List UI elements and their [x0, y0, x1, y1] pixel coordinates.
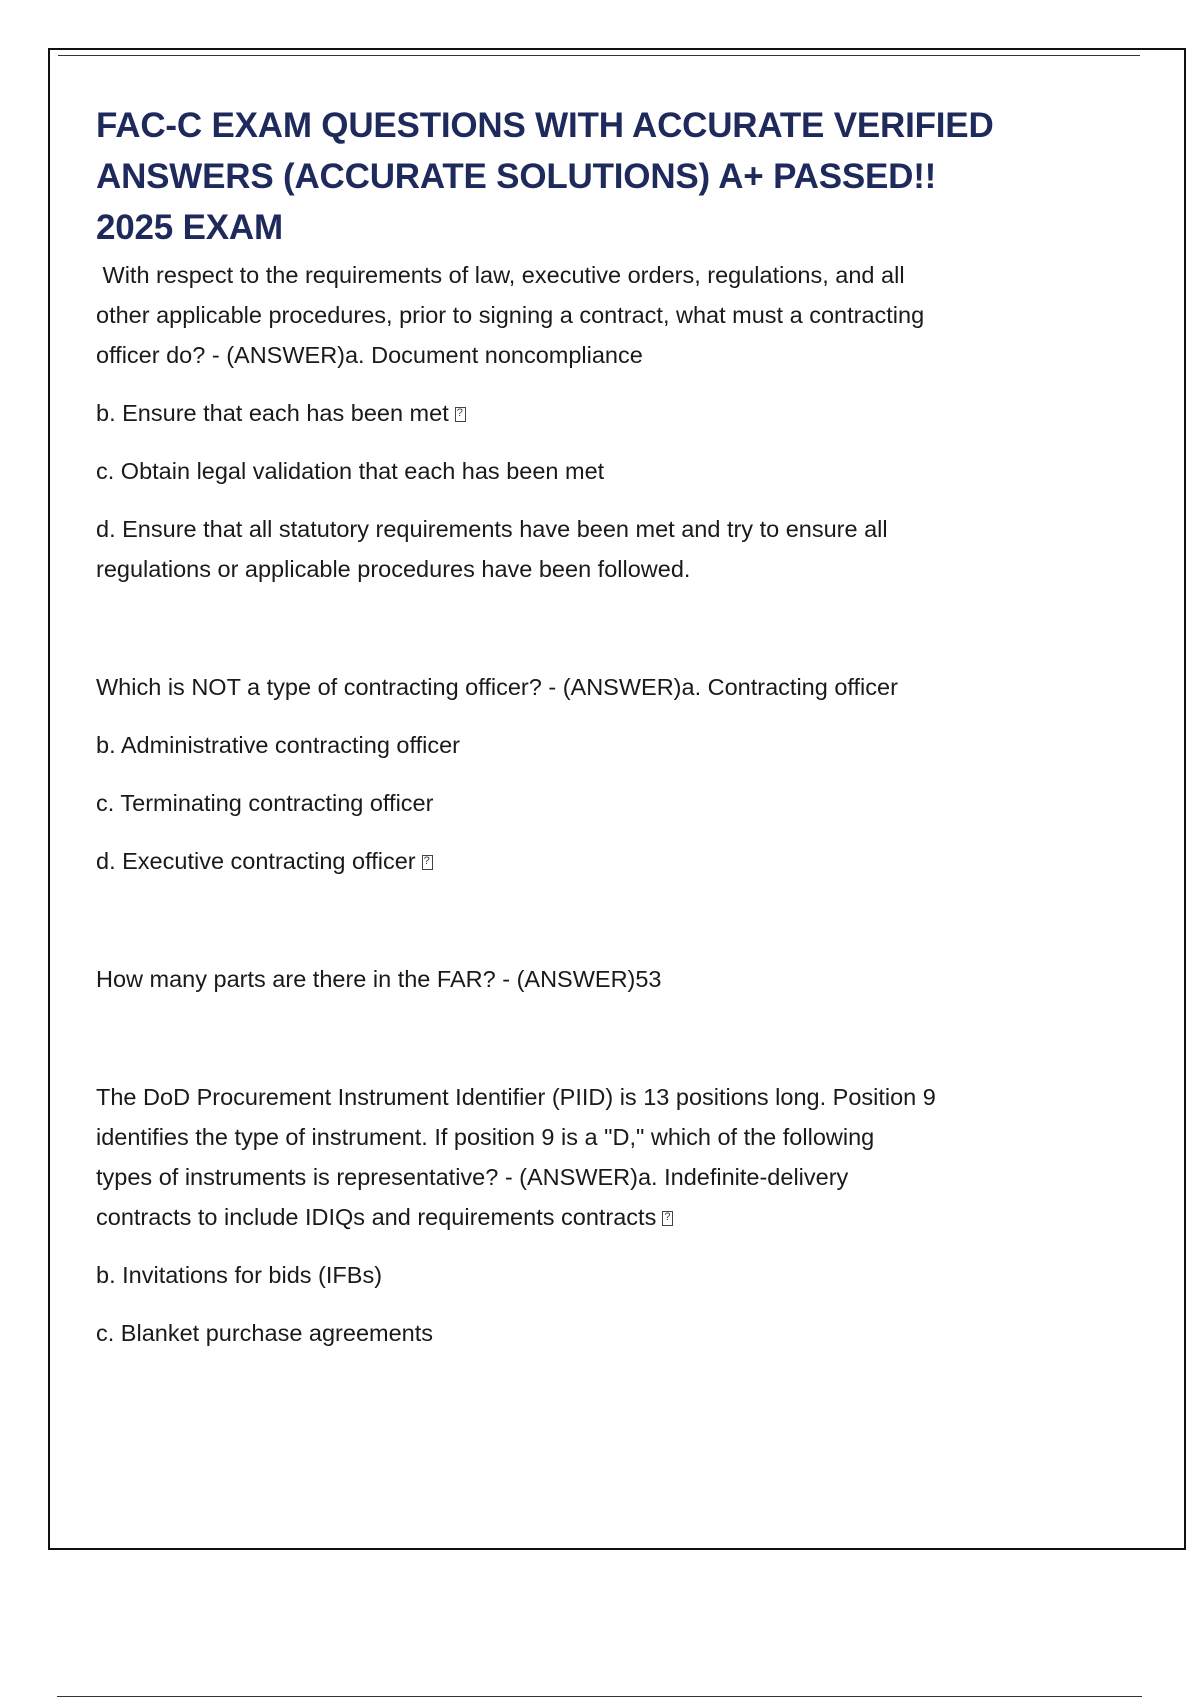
q1-question-line-3: officer do? - (ANSWER)a. Document noncompliance: [96, 342, 643, 368]
missing-glyph-icon: [422, 855, 433, 870]
document-title: [96, 100, 1076, 253]
bottom-rule: [57, 1696, 1142, 1697]
q4-option-b: b. Invitations for bids (IFBs): [96, 1262, 383, 1288]
missing-glyph-icon: [455, 407, 466, 422]
q4-question-line-4-text: contracts to include IDIQs and requirements contracts: [96, 1204, 657, 1230]
document-content: [96, 100, 1076, 1353]
q1-option-b-text: b. Ensure that each has been met: [96, 400, 449, 426]
q1-option-b: [96, 393, 1076, 433]
q4-question-line-1: The DoD Procurement Instrument Identifier (PIID) is 13 positions long. Position 9: [96, 1084, 936, 1110]
q4-question-line-3: types of instruments is representative? - (ANSWER)a. Indefinite-delivery: [96, 1164, 849, 1190]
q2-option-d: [96, 841, 1076, 881]
q1-option-d-line-1: d. Ensure that all statutory requirements have been met and try to ensure all: [96, 516, 888, 542]
question-3: [96, 959, 1076, 999]
top-rule: [58, 55, 1140, 56]
q1-option-c: c. Obtain legal validation that each has been met: [96, 458, 605, 484]
q4-option-c: c. Blanket purchase agreements: [96, 1320, 434, 1346]
q2-option-c: c. Terminating contracting officer: [96, 790, 434, 816]
q4-question-line-4: [96, 1197, 1076, 1237]
title-line-2: ANSWERS (ACCURATE SOLUTIONS) A+ PASSED!!: [96, 157, 937, 196]
question-4: [96, 1077, 1076, 1353]
q1-question-line-2: other applicable procedures, prior to signing a contract, what must a contracting: [96, 302, 925, 328]
q1-option-d-line-2: regulations or applicable procedures have been followed.: [96, 556, 691, 582]
q1-question-line-1: With respect to the requirements of law, executive orders, regulations, and all: [96, 262, 905, 288]
question-1: [96, 255, 1076, 589]
q2-option-d-text: d. Executive contracting officer: [96, 848, 416, 874]
title-line-1: FAC-C EXAM QUESTIONS WITH ACCURATE VERIFIED: [96, 106, 994, 145]
missing-glyph-icon: [662, 1211, 673, 1226]
q3-question-line-1: How many parts are there in the FAR? - (ANSWER)53: [96, 966, 662, 992]
q2-question-line-1: Which is NOT a type of contracting officer? - (ANSWER)a. Contracting officer: [96, 674, 898, 700]
title-line-3: 2025 EXAM: [96, 208, 283, 247]
q4-question-line-2: identifies the type of instrument. If position 9 is a "D," which of the following: [96, 1124, 875, 1150]
q2-option-b: b. Administrative contracting officer: [96, 732, 460, 758]
question-2: [96, 667, 1076, 881]
